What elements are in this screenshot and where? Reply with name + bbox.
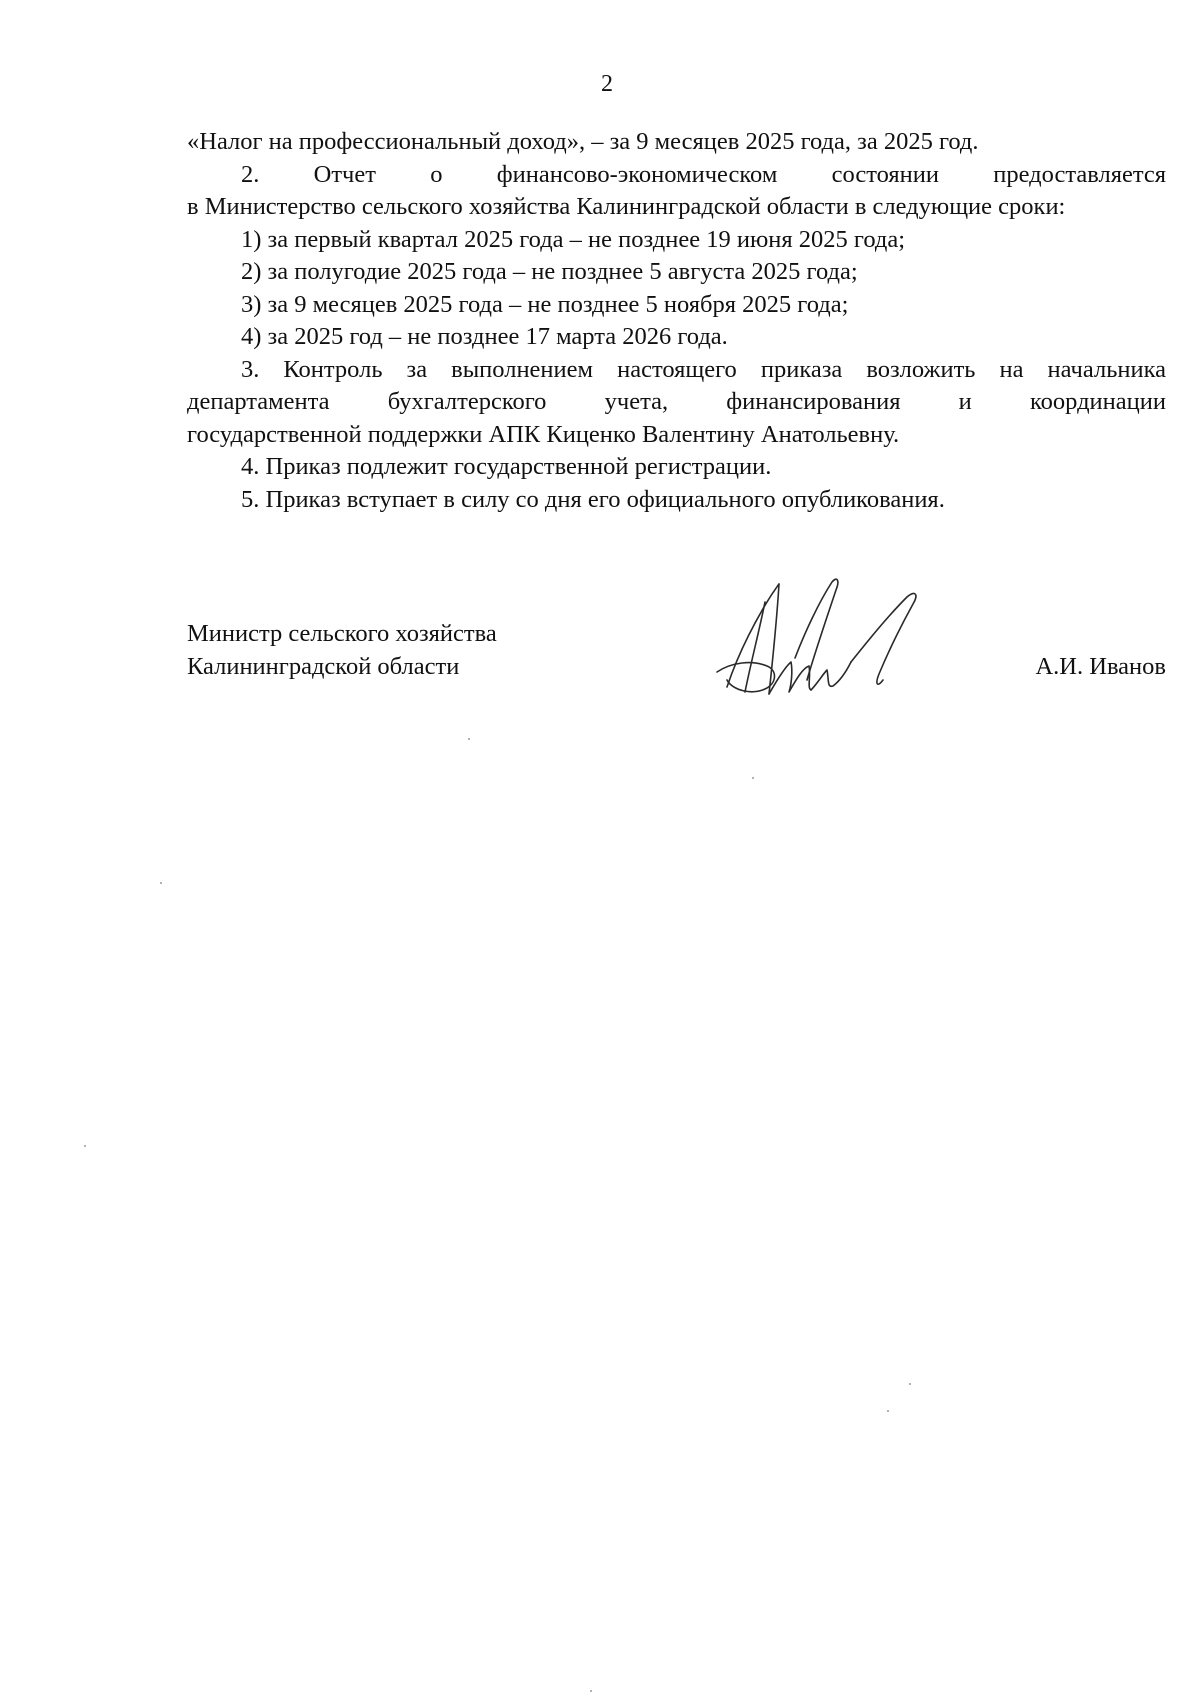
paragraph-line: 4. Приказ подлежит государственной регистрации. [241, 453, 772, 480]
scan-speck [909, 1383, 911, 1385]
page-number: 2 [601, 71, 613, 97]
order-body [187, 126, 1166, 516]
paragraph-line: 2. Отчет о финансово-экономическом состоянии предоставляется [241, 160, 1166, 188]
position-line: Министр сельского хозяйства [187, 620, 497, 647]
handwritten-signature [707, 562, 947, 712]
position-line: Калининградской области [187, 653, 460, 680]
signature-block [187, 617, 1166, 717]
paragraph-line: государственной поддержки АПК Киценко Валентину Анатольевну. [187, 420, 900, 448]
paragraph-line: в Министерство сельского хозяйства Калининградской области в следующие сроки: [187, 193, 1066, 220]
paragraph-line: «Налог на профессиональный доход», – за 9 месяцев 2025 года, за 2025 год. [187, 128, 979, 155]
paragraph-line: департамента бухгалтерского учета, финансирования и координации [187, 388, 1166, 415]
scan-speck [752, 777, 754, 779]
paragraph-line: 5. Приказ вступает в силу со дня его официального опубликования. [241, 485, 945, 513]
signatory-position [187, 617, 607, 683]
scan-speck [160, 882, 162, 884]
deadline-item: 4) за 2025 год – не позднее 17 марта 2026 года. [241, 323, 728, 350]
scan-speck [84, 1145, 86, 1147]
scan-speck [468, 738, 470, 740]
signatory-name: А.И. Иванов [1035, 653, 1166, 680]
scan-speck [590, 1690, 592, 1692]
scan-speck [887, 1410, 889, 1412]
paragraph-line: 3. Контроль за выполнением настоящего приказа возложить на начальника [241, 355, 1166, 383]
deadline-item: 1) за первый квартал 2025 года – не позднее 19 июня 2025 года; [241, 225, 906, 253]
deadline-item: 3) за 9 месяцев 2025 года – не позднее 5 ноября 2025 года; [241, 290, 849, 318]
deadline-item: 2) за полугодие 2025 года – не позднее 5 августа 2025 года; [241, 258, 858, 285]
